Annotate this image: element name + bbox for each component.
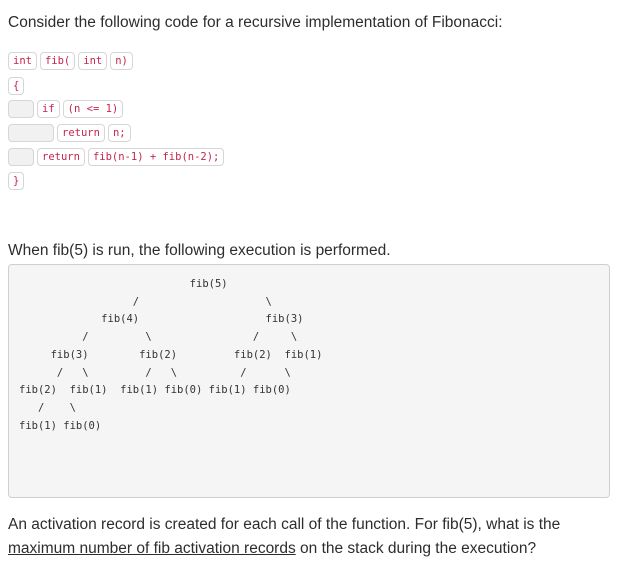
code-token-recursive-call: fib(n-1) + fib(n-2); — [88, 148, 224, 166]
indent-block — [8, 148, 34, 166]
code-line-signature — [8, 52, 133, 70]
indent-block — [8, 124, 54, 142]
code-line-if — [8, 100, 123, 118]
execution-tree-box — [8, 264, 610, 498]
code-line-recursive-return — [8, 148, 224, 166]
code-token-function-name: fib( — [40, 52, 75, 70]
code-line-open-brace — [8, 77, 24, 95]
code-token-close-brace: } — [8, 172, 24, 190]
indent-block — [8, 100, 34, 118]
question-text-part1: An activation record is created for each call of the function. For fib(5), what is the — [8, 516, 561, 533]
code-token-open-brace: { — [8, 77, 24, 95]
code-token-param-name: n) — [110, 52, 133, 70]
code-token-if: if — [37, 100, 60, 118]
code-token-condition: (n <= 1) — [63, 100, 124, 118]
code-token-return: return — [37, 148, 85, 166]
code-token-param-type: int — [78, 52, 107, 70]
code-line-close-brace — [8, 172, 24, 190]
code-line-return-n — [8, 124, 131, 142]
code-token-return-type: int — [8, 52, 37, 70]
code-token-return-value: n; — [108, 124, 131, 142]
question-prompt: Consider the following code for a recursive implementation of Fibonacci: — [8, 14, 503, 31]
question-text-part2: on the stack during the execution? — [295, 540, 537, 557]
code-token-return: return — [57, 124, 105, 142]
question-text — [8, 513, 612, 561]
execution-intro: When fib(5) is run, the following execution is performed. — [8, 242, 391, 259]
question-emphasis: maximum number of fib activation records — [8, 540, 296, 557]
execution-tree: fib(5) / \ fib(4) fib(3) / \ / \ fib(3) fib(2) fib(2) fib(1) / \ / \ / \ fib(2) fib(1) fib(1) fib(0) fib(1) fib(0) / \ fib(1) fib(0) — [19, 278, 323, 432]
